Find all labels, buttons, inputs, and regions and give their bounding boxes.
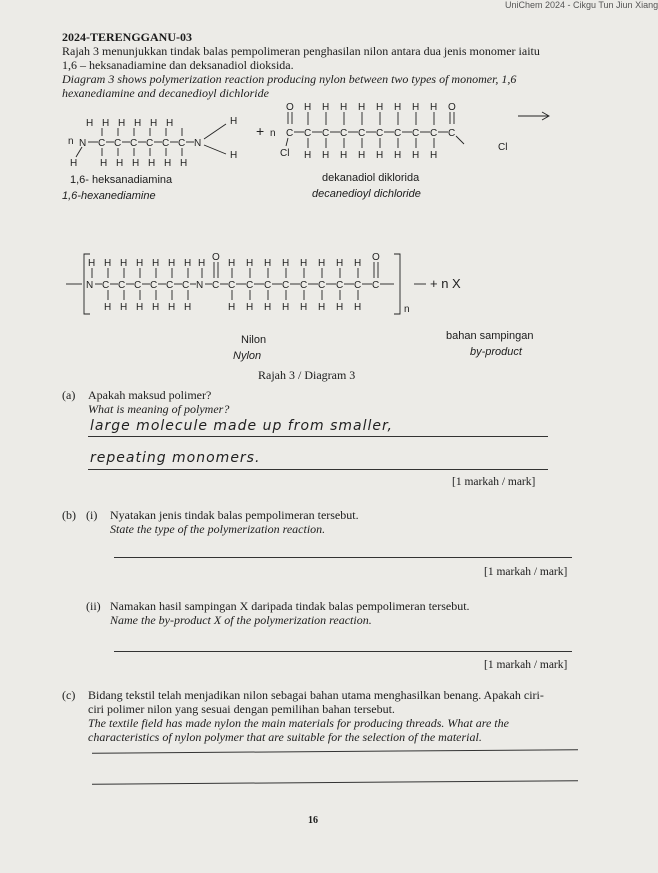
svg-text:H: H — [230, 150, 238, 161]
svg-text:H: H — [198, 258, 206, 269]
qb-ii-label: (ii) — [86, 599, 101, 613]
svg-text:H: H — [304, 150, 312, 161]
svg-text:H: H — [282, 302, 290, 313]
svg-text:C: C — [304, 128, 312, 139]
byproduct-name-ms: bahan sampingan — [446, 330, 534, 342]
svg-text:H: H — [136, 302, 144, 313]
qb-ii-answer-rule — [114, 651, 572, 652]
qb-i-question-en: State the type of the polymerization reaction. — [110, 522, 326, 536]
svg-text:H: H — [228, 258, 236, 269]
qb-ii-question-en: Name the by-product X of the polymerization reaction. — [110, 613, 372, 627]
svg-text:N: N — [194, 138, 202, 149]
coefficient-n-2: n — [270, 128, 276, 139]
qa-marks: [1 markah / mark] — [452, 476, 536, 488]
svg-text:H: H — [230, 116, 238, 127]
qc-answer-rule-2 — [92, 780, 578, 784]
svg-text:C: C — [182, 280, 190, 291]
svg-text:N: N — [196, 280, 204, 291]
svg-text:N: N — [86, 280, 94, 291]
svg-text:C: C — [282, 280, 290, 291]
svg-text:H: H — [354, 302, 362, 313]
svg-text:H: H — [184, 302, 192, 313]
qc-question-ms-line1: Bidang tekstil telah menjadikan nilon sebagai bahan utama menghasilkan benang. Apakah ciri- — [88, 688, 544, 702]
svg-text:H: H — [70, 158, 78, 169]
svg-text:H: H — [166, 118, 174, 129]
plus-sign-1: + — [256, 123, 265, 139]
svg-text:H: H — [150, 118, 158, 129]
svg-text:H: H — [430, 150, 438, 161]
svg-text:H: H — [118, 118, 126, 129]
diagram-caption: Rajah 3 / Diagram 3 — [258, 368, 356, 382]
svg-text:C: C — [212, 280, 220, 291]
svg-text:H: H — [164, 158, 172, 169]
svg-text:H: H — [104, 258, 112, 269]
svg-text:H: H — [148, 158, 156, 169]
qa-answer-rule-2 — [88, 469, 548, 470]
svg-text:H: H — [340, 102, 348, 113]
svg-text:H: H — [304, 102, 312, 113]
svg-text:H: H — [152, 302, 160, 313]
svg-text:H: H — [394, 102, 402, 113]
intro-en-line2: hexanediamine and decanedioyl dichloride — [62, 86, 269, 100]
svg-text:C: C — [166, 280, 174, 291]
qb-i-label: (i) — [86, 508, 98, 522]
svg-text:C: C — [394, 128, 402, 139]
byproduct-name-en: by-product — [470, 346, 522, 358]
svg-text:H: H — [318, 302, 326, 313]
svg-text:H: H — [100, 158, 108, 169]
svg-text:H: H — [340, 150, 348, 161]
svg-text:Cl: Cl — [280, 148, 290, 159]
svg-text:C: C — [162, 138, 170, 149]
svg-text:H: H — [168, 302, 176, 313]
svg-text:H: H — [358, 102, 366, 113]
svg-text:H: H — [136, 258, 144, 269]
svg-text:H: H — [300, 258, 308, 269]
svg-text:O: O — [212, 252, 220, 263]
svg-text:H: H — [264, 302, 272, 313]
page-number: 16 — [308, 815, 318, 826]
svg-text:H: H — [246, 258, 254, 269]
qc-label: (c) — [62, 688, 76, 702]
svg-text:H: H — [282, 258, 290, 269]
svg-text:H: H — [168, 258, 176, 269]
intro-ms-line1: Rajah 3 menunjukkan tindak balas pempolimeran penghasilan nilon antara dua jenis monomer iaitu — [62, 44, 540, 58]
svg-text:H: H — [376, 102, 384, 113]
svg-text:H: H — [246, 302, 254, 313]
svg-text:H: H — [104, 302, 112, 313]
svg-text:H: H — [322, 102, 330, 113]
qa-answer-line1: large molecule made up from smaller, — [90, 418, 393, 434]
monomer2-name-en: decanedioyl dichloride — [312, 188, 421, 200]
paper-code: 2024-TERENGGANU-03 — [62, 30, 193, 44]
qc-question-en-line1: The textile field has made nylon the main materials for producing threads. What are the — [88, 716, 509, 730]
qa-question-en: What is meaning of polymer? — [88, 402, 230, 416]
svg-text:H: H — [180, 158, 188, 169]
svg-text:C: C — [322, 128, 330, 139]
svg-text:H: H — [322, 150, 330, 161]
svg-text:C: C — [300, 280, 308, 291]
svg-text:C: C — [130, 138, 138, 149]
svg-text:O: O — [286, 102, 294, 113]
svg-text:O: O — [372, 252, 380, 263]
intro-en-line1: Diagram 3 shows polymerization reaction producing nylon between two types of monomer, 1,6 — [62, 72, 517, 86]
svg-text:C: C — [98, 138, 106, 149]
svg-text:H: H — [120, 258, 128, 269]
svg-text:N: N — [79, 138, 87, 149]
svg-text:H: H — [376, 150, 384, 161]
monomer1-name-en: 1,6-hexanediamine — [62, 190, 156, 202]
svg-text:H: H — [228, 302, 236, 313]
svg-text:H: H — [120, 302, 128, 313]
monomer1-name-ms: 1,6- heksanadiamina — [70, 174, 173, 186]
svg-text:C: C — [354, 280, 362, 291]
svg-text:C: C — [336, 280, 344, 291]
nylon-structure-diagram — [60, 246, 560, 322]
svg-text:H: H — [318, 258, 326, 269]
monomers-structure-diagram — [60, 98, 560, 169]
svg-text:H: H — [88, 258, 96, 269]
svg-text:H: H — [132, 158, 140, 169]
svg-text:C: C — [178, 138, 186, 149]
svg-text:C: C — [412, 128, 420, 139]
svg-text:H: H — [412, 102, 420, 113]
coefficient-n-1: n — [68, 136, 74, 147]
svg-text:H: H — [86, 118, 94, 129]
svg-text:H: H — [264, 258, 272, 269]
qc-question-en-line2: characteristics of nylon polymer that are suitable for the selection of the material. — [88, 730, 482, 744]
svg-text:C: C — [228, 280, 236, 291]
svg-text:O: O — [448, 102, 456, 113]
qc-question-ms-line2: ciri polimer nilon yang sesuai dengan pemilihan bahan tersebut. — [88, 702, 395, 716]
svg-text:C: C — [318, 280, 326, 291]
qb-i-question-ms: Nyatakan jenis tindak balas pempolimeran tersebut. — [110, 508, 359, 522]
monomer2-name-ms: dekanadiol diklorida — [322, 172, 420, 184]
svg-text:H: H — [116, 158, 124, 169]
svg-text:C: C — [114, 138, 122, 149]
qb-i-answer-rule — [114, 557, 572, 558]
svg-text:C: C — [118, 280, 126, 291]
svg-text:H: H — [184, 258, 192, 269]
svg-text:H: H — [300, 302, 308, 313]
svg-text:H: H — [394, 150, 402, 161]
qb-label: (b) — [62, 508, 76, 522]
qa-answer-rule-1 — [88, 436, 548, 437]
repeat-subscript-n: n — [404, 304, 410, 315]
svg-text:C: C — [430, 128, 438, 139]
chlorine-label: Cl — [498, 142, 508, 153]
header-watermark: UniChem 2024 - Cikgu Tun Jiun Xiang — [505, 0, 658, 10]
qb-ii-marks: [1 markah / mark] — [484, 659, 568, 671]
svg-text:H: H — [336, 258, 344, 269]
svg-text:C: C — [372, 280, 380, 291]
svg-text:H: H — [102, 118, 110, 129]
qa-answer-line2: repeating monomers. — [90, 450, 261, 466]
svg-text:C: C — [264, 280, 272, 291]
svg-text:C: C — [150, 280, 158, 291]
qb-ii-question-ms: Namakan hasil sampingan X daripada tindak balas pempolimeran tersebut. — [110, 599, 470, 613]
svg-text:C: C — [146, 138, 154, 149]
qc-answer-rule-1 — [92, 749, 578, 753]
plus-nx-byproduct: + n X — [430, 276, 461, 291]
svg-text:C: C — [448, 128, 456, 139]
svg-text:C: C — [246, 280, 254, 291]
svg-text:C: C — [340, 128, 348, 139]
qb-i-marks: [1 markah / mark] — [484, 566, 568, 578]
product-name-ms: Nilon — [241, 334, 267, 346]
qa-question-ms: Apakah maksud polimer? — [88, 388, 212, 402]
svg-text:C: C — [102, 280, 110, 291]
qa-label: (a) — [62, 388, 76, 402]
product-name-en: Nylon — [233, 350, 262, 362]
svg-text:H: H — [354, 258, 362, 269]
svg-text:C: C — [376, 128, 384, 139]
svg-text:H: H — [134, 118, 142, 129]
svg-text:H: H — [336, 302, 344, 313]
svg-text:H: H — [430, 102, 438, 113]
intro-ms-line2: 1,6 – heksanadiamine dan deksanadiol dioksida. — [62, 58, 294, 72]
svg-text:H: H — [152, 258, 160, 269]
svg-text:C: C — [134, 280, 142, 291]
svg-text:H: H — [412, 150, 420, 161]
svg-text:C: C — [358, 128, 366, 139]
svg-text:C: C — [286, 128, 294, 139]
svg-text:H: H — [358, 150, 366, 161]
